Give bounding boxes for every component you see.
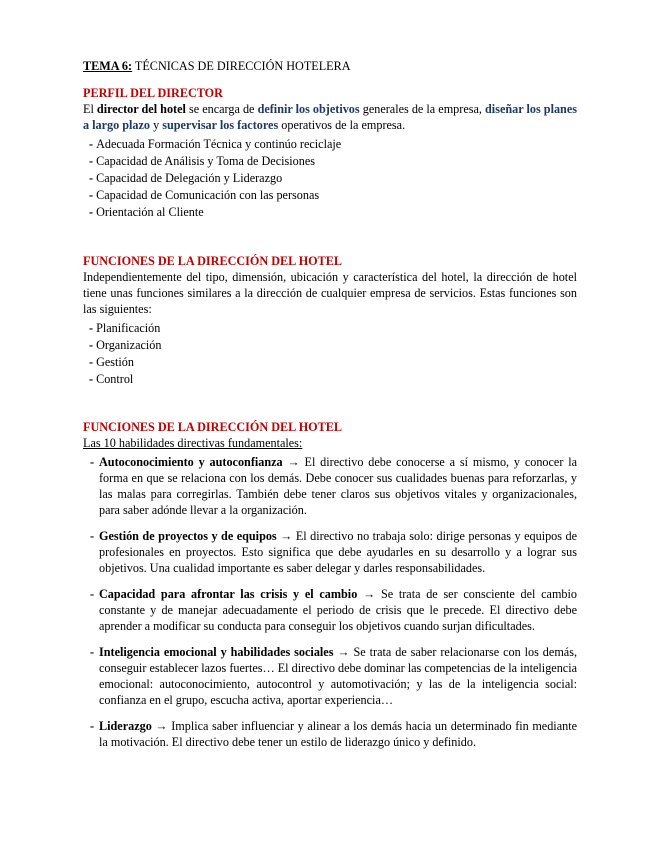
skill-text: El directivo debe conocerse a sí mismo, y conocer la forma en que se relaciona con los demás. Debe conocer sus cualidades buenas para reforzarlas, y las malas para corregirlas. También debe tener claros sus objetivos vitales y organizacionales, para saber adónde llevar a la organización. [99,455,578,517]
dash-bullet: - [90,645,95,659]
document-page [83,58,577,760]
skill-name: Gestión de proyectos y de equipos [99,529,277,543]
arrow-icon: → [282,455,305,469]
perfil-keyword-2: diseñar los planes a largo plazo [83,102,577,132]
skill-name: Capacidad para afrontar las crisis y el cambio [99,587,358,601]
heading-funciones: FUNCIONES DE LA DIRECCIÓN DEL HOTEL [83,254,343,268]
perfil-paragraph [83,101,577,133]
dash-bullet: - [89,321,94,335]
title-text: TÉCNICAS DE DIRECCIÓN HOTELERA [132,59,351,73]
habilidades-list [83,454,577,750]
dash-bullet: - [90,529,95,543]
dash-bullet: - [89,137,94,151]
dash-bullet: - [89,355,94,369]
funciones-list [83,320,577,388]
list-item [89,187,577,204]
perfil-text-3: generales de la empresa, [359,102,486,116]
list-item-text: Capacidad de Delegación y Liderazgo [96,171,283,185]
title-prefix: TEMA 6: [83,59,133,73]
list-item-text: Control [96,372,134,386]
list-item-text: Capacidad de Comunicación con las personas [96,188,320,202]
skill-text: El directivo no trabaja solo: dirige personas y equipos de profesionales en proyectos. Esto significa que debe ayudarles en su desarrollo y a lograr sus objetivos. Una cualidad importante es saber delegar y darles responsabilidades. [99,529,577,575]
heading-perfil: PERFIL DEL DIRECTOR [83,86,223,100]
list-item-text: Gestión [96,355,134,369]
list-item [89,153,577,170]
dash-bullet: - [89,338,94,352]
dash-bullet: - [89,171,94,185]
list-item-text: Organización [96,338,162,352]
perfil-keyword-1: definir los objetivos [257,102,360,116]
perfil-list [83,136,577,221]
heading-habilidades: FUNCIONES DE LA DIRECCIÓN DEL HOTEL [83,420,343,434]
perfil-bold-director: director del hotel [96,102,186,116]
skill-text: Se trata de saber relacionarse con los demás, conseguir establecer lazos fuertes… El directivo debe dominar las competencias de la inteligencia emocional: autoconocimiento, autocontrol y automotivación; y las de la inteligencia social: confianza en el grupo, escucha activa, aportar experiencia… [99,645,577,707]
dash-bullet: - [90,587,95,601]
skill-text: Se trata de ser consciente del cambio constante y de manejar adecuadamente el periodo de crisis que le precede. El directivo debe aprender a modificar su conducta para conseguir los objetivos cuando surjan dificultades. [99,587,578,633]
perfil-text-4: y [150,118,163,132]
arrow-icon: → [333,645,354,659]
skill-item [83,644,577,708]
skill-text: Implica saber influenciar y alinear a los demás hacia un determinado fin mediante la motivación. El directivo debe tener un estilo de liderazgo único y definido. [99,719,577,749]
list-item [89,136,577,153]
dash-bullet: - [90,455,95,469]
perfil-text-2: se encarga de [185,102,258,116]
arrow-icon: → [276,529,296,543]
skill-name: Liderazgo [99,719,152,733]
skill-name: Autoconocimiento y autoconfianza [99,455,283,469]
perfil-text-1: El [83,102,97,116]
dash-bullet: - [89,205,94,219]
list-item [89,337,577,354]
perfil-keyword-3: supervisar los factores [162,118,279,132]
dash-bullet: - [89,154,94,168]
perfil-text-5: operativos de la empresa. [278,118,406,132]
list-item-text: Capacidad de Análisis y Toma de Decisiones [96,154,315,168]
skill-item [83,718,577,750]
dash-bullet: - [89,188,94,202]
skill-item [83,454,577,518]
skill-item [83,586,577,634]
list-item-text: Adecuada Formación Técnica y continúo reciclaje [96,137,342,151]
arrow-icon: → [357,587,381,601]
list-item-text: Planificación [96,321,161,335]
arrow-icon: → [151,719,172,733]
list-item [89,371,577,388]
document-title [83,58,577,74]
habilidades-subtitle: Las 10 habilidades directivas fundamentales: [83,436,303,450]
list-item [89,170,577,187]
list-item [89,204,577,221]
dash-bullet: - [90,719,95,733]
list-item-text: Orientación al Cliente [96,205,204,219]
skill-item [83,528,577,576]
skill-name: Inteligencia emocional y habilidades sociales [99,645,334,659]
dash-bullet: - [89,372,94,386]
funciones-paragraph: Independientemente del tipo, dimensión, ubicación y característica del hotel, la dirección de hotel tiene unas funciones similares a la dirección de cualquier empresa de servicios. Estas funciones son las siguientes: [83,270,577,316]
list-item [89,354,577,371]
list-item [89,320,577,337]
